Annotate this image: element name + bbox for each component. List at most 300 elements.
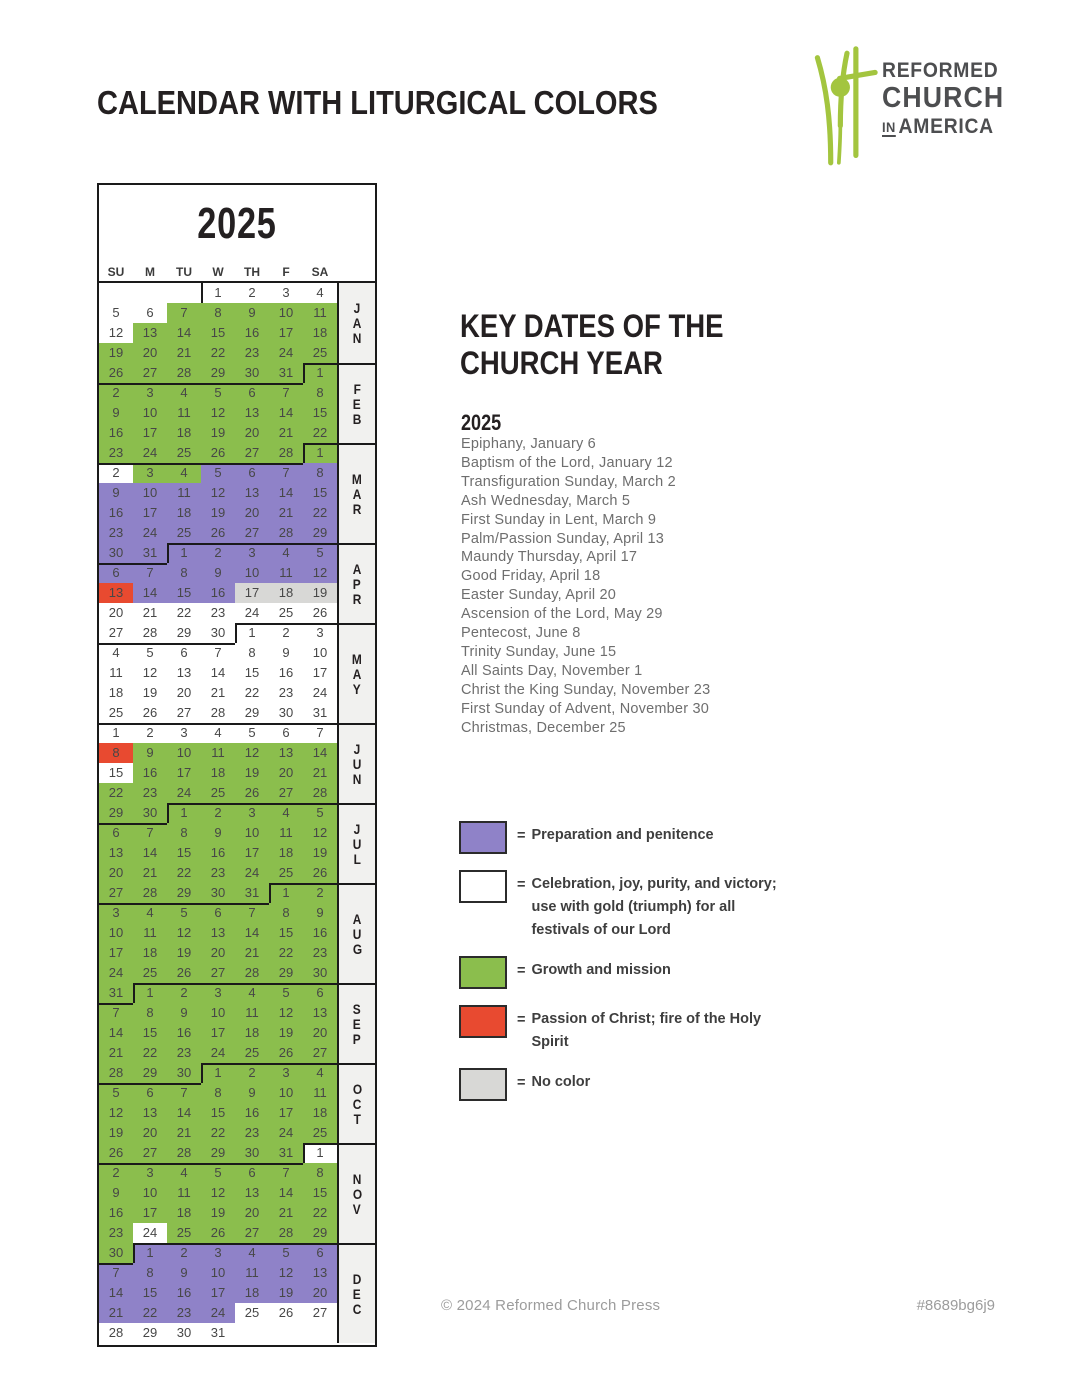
calendar-day-cell: 19 bbox=[303, 843, 337, 863]
logo-in: IN bbox=[882, 119, 896, 135]
calendar-day-cell: 26 bbox=[167, 963, 201, 983]
key-date-item: Ascension of the Lord, May 29 bbox=[461, 606, 663, 623]
month-letter: N bbox=[352, 1170, 362, 1187]
calendar-day-cell: 6 bbox=[201, 903, 235, 923]
calendar-day-cell: 11 bbox=[269, 563, 303, 583]
calendar-day-cell: 5 bbox=[167, 903, 201, 923]
calendar-day-cell: 15 bbox=[167, 583, 201, 603]
calendar-day-cell: 2 bbox=[99, 1163, 133, 1183]
logo-in-america bbox=[882, 116, 1004, 137]
calendar-day-cell: 26 bbox=[303, 603, 337, 623]
day-header-m: M bbox=[145, 265, 155, 279]
month-label-sep bbox=[339, 983, 375, 1063]
day-header-th: TH bbox=[244, 265, 260, 279]
legend-label: Celebration, joy, purity, and victory; use with gold (triumph) for all festivals of our Lord bbox=[531, 876, 777, 938]
calendar-day-cell: 1 bbox=[201, 283, 235, 303]
calendar-day-cell: 29 bbox=[133, 1323, 167, 1343]
calendar-day-cell: 6 bbox=[269, 723, 303, 743]
calendar-day-cell: 20 bbox=[235, 423, 269, 443]
calendar-day-cell: 2 bbox=[99, 463, 133, 483]
month-label-mar bbox=[339, 443, 375, 543]
calendar-day-cell: 19 bbox=[99, 1123, 133, 1143]
calendar-day-cell: 16 bbox=[201, 843, 235, 863]
calendar-day-cell: 3 bbox=[201, 1243, 235, 1263]
calendar-day-cell: 7 bbox=[133, 563, 167, 583]
calendar-day-cell: 6 bbox=[133, 1083, 167, 1103]
calendar-day-cell: 14 bbox=[133, 583, 167, 603]
key-dates-list bbox=[461, 435, 710, 738]
calendar-day-cell: 15 bbox=[201, 323, 235, 343]
legend-label: Preparation and penitence bbox=[531, 827, 714, 843]
calendar-day-cell: 14 bbox=[303, 743, 337, 763]
month-label-aug bbox=[339, 883, 375, 983]
calendar-day-cell: 17 bbox=[133, 503, 167, 523]
legend-equals: = bbox=[517, 828, 526, 844]
calendar-day-cell: 2 bbox=[303, 883, 337, 903]
calendar-day-cell: 12 bbox=[167, 923, 201, 943]
month-letter: C bbox=[352, 1095, 362, 1112]
calendar-day-cell: 12 bbox=[303, 823, 337, 843]
calendar-day-cell: 3 bbox=[133, 383, 167, 403]
calendar-day-cell: 5 bbox=[269, 1243, 303, 1263]
calendar-day-cell: 18 bbox=[201, 763, 235, 783]
calendar-day-cell: 23 bbox=[99, 523, 133, 543]
calendar-day-cell: 30 bbox=[99, 543, 133, 563]
calendar-day-cell: 8 bbox=[303, 463, 337, 483]
calendar-day-cell: 28 bbox=[269, 1223, 303, 1243]
month-letter: A bbox=[352, 560, 362, 577]
calendar-day-cell: 6 bbox=[235, 383, 269, 403]
calendar-day-cell: 31 bbox=[235, 883, 269, 903]
month-letter: A bbox=[352, 485, 362, 502]
calendar-day-cell: 15 bbox=[167, 843, 201, 863]
calendar-day-cell: 17 bbox=[201, 1023, 235, 1043]
calendar-day-cell: 21 bbox=[167, 343, 201, 363]
calendar-day-cell: 4 bbox=[303, 283, 337, 303]
calendar-day-cell: 2 bbox=[99, 383, 133, 403]
month-letter: J bbox=[353, 740, 361, 757]
calendar-day-cell: 28 bbox=[99, 1323, 133, 1343]
calendar-day-cell: 11 bbox=[303, 303, 337, 323]
calendar-day-cell: 18 bbox=[99, 683, 133, 703]
calendar-day-cell: 9 bbox=[201, 823, 235, 843]
calendar-day-cell: 26 bbox=[201, 523, 235, 543]
calendar-day-cell: 7 bbox=[167, 1083, 201, 1103]
month-letter: L bbox=[353, 850, 361, 867]
calendar-day-cell: 1 bbox=[201, 1063, 235, 1083]
legend-item bbox=[459, 821, 789, 854]
calendar-day-cell: 11 bbox=[167, 1183, 201, 1203]
calendar-day-cell: 23 bbox=[269, 683, 303, 703]
copyright-text: © 2024 Reformed Church Press bbox=[441, 1297, 661, 1314]
calendar-day-cell: 5 bbox=[269, 983, 303, 1003]
calendar-day-cell: 18 bbox=[167, 503, 201, 523]
calendar-day-cell: 9 bbox=[235, 1083, 269, 1103]
calendar-day-cell: 22 bbox=[201, 1123, 235, 1143]
calendar-day-cell: 10 bbox=[269, 303, 303, 323]
calendar-day-cell: 4 bbox=[133, 903, 167, 923]
calendar-day-cell: 25 bbox=[269, 603, 303, 623]
calendar-day-cell: 20 bbox=[201, 943, 235, 963]
calendar-day-cell: 16 bbox=[235, 1103, 269, 1123]
calendar-day-cell: 8 bbox=[269, 903, 303, 923]
calendar-day-cell: 2 bbox=[201, 543, 235, 563]
calendar-day-cell: 4 bbox=[167, 463, 201, 483]
calendar-day-cell: 2 bbox=[269, 623, 303, 643]
calendar-day-cell: 12 bbox=[201, 403, 235, 423]
calendar-day-cell: 2 bbox=[201, 803, 235, 823]
calendar-day-cell: 10 bbox=[269, 1083, 303, 1103]
calendar-day-cell: 12 bbox=[303, 563, 337, 583]
calendar-day-cell: 11 bbox=[167, 483, 201, 503]
month-letter: M bbox=[352, 470, 362, 487]
calendar-day-cell: 14 bbox=[167, 1103, 201, 1123]
day-header-tu: TU bbox=[176, 265, 192, 279]
calendar-day-cell: 26 bbox=[99, 363, 133, 383]
month-letter: M bbox=[352, 650, 362, 667]
calendar-day-cell: 26 bbox=[133, 703, 167, 723]
calendar-day-cell: 6 bbox=[133, 303, 167, 323]
calendar-day-cell: 5 bbox=[235, 723, 269, 743]
calendar-day-cell: 6 bbox=[235, 1163, 269, 1183]
calendar-day-cell: 11 bbox=[235, 1003, 269, 1023]
calendar-day-cell: 14 bbox=[167, 323, 201, 343]
calendar-day-cell: 13 bbox=[133, 1103, 167, 1123]
legend-equals: = bbox=[517, 877, 526, 893]
calendar-blank-cell bbox=[99, 283, 133, 303]
calendar-day-cell: 1 bbox=[269, 883, 303, 903]
calendar-day-cell: 21 bbox=[167, 1123, 201, 1143]
month-letter: A bbox=[352, 910, 362, 927]
calendar-day-cell: 20 bbox=[99, 603, 133, 623]
calendar-day-cell: 19 bbox=[99, 343, 133, 363]
calendar-day-cell: 1 bbox=[167, 803, 201, 823]
calendar-day-cell: 16 bbox=[99, 423, 133, 443]
calendar-day-cell: 18 bbox=[133, 943, 167, 963]
calendar-day-cell: 8 bbox=[303, 383, 337, 403]
calendar-day-cell: 17 bbox=[133, 1203, 167, 1223]
calendar-day-cell: 12 bbox=[99, 323, 133, 343]
calendar-day-cell: 29 bbox=[303, 523, 337, 543]
calendar-day-cell: 30 bbox=[201, 883, 235, 903]
calendar-day-cell: 31 bbox=[201, 1323, 235, 1343]
month-label-oct bbox=[339, 1063, 375, 1143]
calendar-day-cell: 3 bbox=[99, 903, 133, 923]
calendar-day-cell: 24 bbox=[133, 523, 167, 543]
calendar-body bbox=[99, 283, 375, 1343]
month-letter: J bbox=[353, 299, 361, 316]
calendar-day-cell: 5 bbox=[133, 643, 167, 663]
legend-label: Growth and mission bbox=[531, 962, 671, 978]
calendar-day-cell: 11 bbox=[269, 823, 303, 843]
calendar-day-cell: 4 bbox=[235, 983, 269, 1003]
calendar-day-cell: 6 bbox=[303, 1243, 337, 1263]
legend-equals: = bbox=[517, 1012, 526, 1028]
key-dates-title-line1: KEY DATES OF THE bbox=[460, 308, 724, 344]
figure-head bbox=[831, 78, 850, 97]
calendar-day-cell: 16 bbox=[99, 1203, 133, 1223]
month-letter: O bbox=[352, 1185, 362, 1202]
calendar-day-cell: 25 bbox=[99, 703, 133, 723]
calendar-day-cell: 29 bbox=[269, 963, 303, 983]
calendar-day-cell: 20 bbox=[133, 1123, 167, 1143]
calendar-day-cell: 20 bbox=[303, 1023, 337, 1043]
legend-item bbox=[459, 1005, 789, 1054]
calendar-day-cell: 12 bbox=[201, 1183, 235, 1203]
calendar-day-cell: 7 bbox=[269, 1163, 303, 1183]
calendar-day-cell: 10 bbox=[235, 563, 269, 583]
calendar-day-cell: 12 bbox=[133, 663, 167, 683]
calendar-day-cell: 28 bbox=[269, 443, 303, 463]
month-letter: E bbox=[353, 1015, 361, 1032]
day-header-su: SU bbox=[107, 265, 125, 279]
calendar-day-cell: 31 bbox=[133, 543, 167, 563]
calendar-day-cell: 30 bbox=[133, 803, 167, 823]
calendar-day-cell: 12 bbox=[235, 743, 269, 763]
calendar-year: 2025 bbox=[197, 199, 277, 248]
calendar-day-cell: 19 bbox=[269, 1023, 303, 1043]
calendar-day-cell: 17 bbox=[269, 323, 303, 343]
logo-america: AMERICA bbox=[898, 115, 994, 138]
calendar-day-cell: 8 bbox=[235, 643, 269, 663]
calendar-day-cell: 29 bbox=[201, 363, 235, 383]
calendar-day-cell: 24 bbox=[133, 443, 167, 463]
key-date-item: All Saints Day, November 1 bbox=[461, 662, 643, 679]
calendar-day-cell: 13 bbox=[201, 923, 235, 943]
calendar-day-cell: 9 bbox=[269, 643, 303, 663]
calendar-day-cell: 29 bbox=[235, 703, 269, 723]
calendar-day-cell: 12 bbox=[269, 1003, 303, 1023]
calendar-day-cell: 7 bbox=[235, 903, 269, 923]
calendar-day-cell: 15 bbox=[303, 483, 337, 503]
calendar-day-cell: 4 bbox=[269, 803, 303, 823]
calendar-day-cell: 31 bbox=[269, 363, 303, 383]
month-letter: G bbox=[352, 940, 362, 957]
month-letter: F bbox=[353, 380, 361, 397]
calendar-day-cell: 30 bbox=[269, 703, 303, 723]
calendar-day-cell: 17 bbox=[269, 1103, 303, 1123]
calendar-day-cell: 1 bbox=[303, 1143, 337, 1163]
key-date-item: Good Friday, April 18 bbox=[461, 568, 601, 585]
calendar-day-cell: 28 bbox=[201, 703, 235, 723]
month-letter: N bbox=[352, 770, 362, 787]
calendar-day-cell: 24 bbox=[235, 603, 269, 623]
calendar-day-cell: 15 bbox=[201, 1103, 235, 1123]
calendar-day-cell: 31 bbox=[269, 1143, 303, 1163]
month-letter: P bbox=[353, 575, 361, 592]
calendar-day-cell: 18 bbox=[269, 583, 303, 603]
calendar-day-cell: 7 bbox=[133, 823, 167, 843]
calendar-day-cell: 19 bbox=[303, 583, 337, 603]
calendar-day-cell: 18 bbox=[167, 423, 201, 443]
logo-reformed: REFORMED bbox=[882, 59, 999, 82]
calendar-day-cell: 30 bbox=[99, 1243, 133, 1263]
calendar-day-cell: 1 bbox=[235, 623, 269, 643]
calendar-day-cell: 14 bbox=[133, 843, 167, 863]
calendar-day-cell: 7 bbox=[167, 303, 201, 323]
calendar-day-cell: 17 bbox=[201, 1283, 235, 1303]
calendar-day-cell: 14 bbox=[235, 923, 269, 943]
key-date-item: Trinity Sunday, June 15 bbox=[461, 643, 617, 660]
calendar-day-cell: 9 bbox=[201, 563, 235, 583]
calendar-day-cell: 3 bbox=[133, 463, 167, 483]
calendar-day-cell: 15 bbox=[303, 403, 337, 423]
calendar-day-cell: 29 bbox=[133, 1063, 167, 1083]
calendar-day-cell: 27 bbox=[133, 1143, 167, 1163]
calendar-day-cell: 3 bbox=[303, 623, 337, 643]
legend-item bbox=[459, 870, 789, 942]
calendar-day-cell: 26 bbox=[269, 1043, 303, 1063]
calendar-day-cell: 21 bbox=[133, 603, 167, 623]
calendar-day-cell: 16 bbox=[269, 663, 303, 683]
calendar-day-cell: 30 bbox=[201, 623, 235, 643]
calendar-day-cell: 4 bbox=[99, 643, 133, 663]
calendar-day-cell: 4 bbox=[235, 1243, 269, 1263]
calendar-day-cell: 8 bbox=[167, 823, 201, 843]
key-date-item: Baptism of the Lord, January 12 bbox=[461, 454, 673, 471]
calendar-day-cell: 4 bbox=[269, 543, 303, 563]
key-date-item: Christmas, December 25 bbox=[461, 719, 626, 736]
calendar-day-cell: 13 bbox=[235, 403, 269, 423]
month-letter: A bbox=[352, 314, 362, 331]
calendar-day-cell: 12 bbox=[269, 1263, 303, 1283]
calendar-day-cell: 16 bbox=[303, 923, 337, 943]
calendar-day-cell: 26 bbox=[201, 443, 235, 463]
calendar-day-cell: 19 bbox=[235, 763, 269, 783]
calendar-day-cell: 30 bbox=[167, 1323, 201, 1343]
calendar-day-cell: 27 bbox=[99, 883, 133, 903]
calendar-day-cell: 16 bbox=[201, 583, 235, 603]
calendar-day-cell: 15 bbox=[303, 1183, 337, 1203]
calendar-day-cell: 20 bbox=[133, 343, 167, 363]
month-letter: V bbox=[353, 1200, 361, 1217]
calendar-day-cell: 14 bbox=[269, 483, 303, 503]
calendar-day-cell: 22 bbox=[303, 1203, 337, 1223]
calendar-day-cell: 31 bbox=[99, 983, 133, 1003]
calendar-day-cell: 25 bbox=[303, 343, 337, 363]
calendar-day-cell: 21 bbox=[269, 423, 303, 443]
month-letter: C bbox=[352, 1300, 362, 1317]
calendar-day-cell: 8 bbox=[99, 743, 133, 763]
calendar-grid bbox=[99, 283, 337, 1343]
key-date-item: Maundy Thursday, April 17 bbox=[461, 549, 638, 566]
calendar-day-cell: 8 bbox=[303, 1163, 337, 1183]
calendar-day-cell: 23 bbox=[235, 343, 269, 363]
calendar-day-cell: 27 bbox=[269, 783, 303, 803]
calendar-day-cell: 2 bbox=[235, 283, 269, 303]
month-label-feb bbox=[339, 363, 375, 443]
calendar-blank-cell bbox=[235, 1323, 269, 1343]
calendar-day-cell: 3 bbox=[235, 803, 269, 823]
calendar-year-area bbox=[99, 185, 375, 263]
calendar-day-cell: 5 bbox=[201, 1163, 235, 1183]
calendar-day-cell: 22 bbox=[133, 1043, 167, 1063]
calendar-month-labels bbox=[337, 283, 375, 1343]
calendar-day-cell: 25 bbox=[167, 1223, 201, 1243]
calendar-day-cell: 14 bbox=[99, 1023, 133, 1043]
month-label-nov bbox=[339, 1143, 375, 1243]
calendar-day-cell: 10 bbox=[133, 403, 167, 423]
calendar-day-cell: 5 bbox=[303, 543, 337, 563]
calendar-day-cell: 9 bbox=[303, 903, 337, 923]
calendar-day-cell: 30 bbox=[167, 1063, 201, 1083]
calendar-day-cell: 16 bbox=[167, 1023, 201, 1043]
calendar-day-cell: 13 bbox=[133, 323, 167, 343]
calendar-day-cell: 8 bbox=[133, 1003, 167, 1023]
legend-swatch bbox=[459, 956, 507, 989]
calendar-day-cell: 15 bbox=[269, 923, 303, 943]
calendar-day-cell: 18 bbox=[303, 1103, 337, 1123]
calendar-day-cell: 5 bbox=[201, 383, 235, 403]
rca-logo-text bbox=[882, 60, 1015, 137]
calendar-day-cell: 23 bbox=[99, 443, 133, 463]
calendar-day-cell: 22 bbox=[167, 863, 201, 883]
calendar-day-cell: 14 bbox=[269, 403, 303, 423]
calendar-day-cell: 19 bbox=[201, 503, 235, 523]
calendar-day-cell: 9 bbox=[167, 1263, 201, 1283]
key-date-item: Easter Sunday, April 20 bbox=[461, 587, 617, 604]
calendar-day-cell: 21 bbox=[269, 503, 303, 523]
calendar-day-cell: 13 bbox=[235, 1183, 269, 1203]
key-date-item: Christ the King Sunday, November 23 bbox=[461, 681, 711, 698]
month-label-jun bbox=[339, 723, 375, 803]
calendar-day-cell: 7 bbox=[99, 1263, 133, 1283]
calendar-day-cell: 12 bbox=[99, 1103, 133, 1123]
day-header-f: F bbox=[282, 265, 290, 279]
calendar-day-cell: 7 bbox=[303, 723, 337, 743]
calendar-day-cell: 27 bbox=[99, 623, 133, 643]
calendar-day-cell: 1 bbox=[99, 723, 133, 743]
calendar-day-cell: 24 bbox=[269, 343, 303, 363]
month-letter: T bbox=[353, 1110, 361, 1127]
calendar-day-cell: 20 bbox=[235, 1203, 269, 1223]
month-letter: U bbox=[352, 755, 362, 772]
calendar-day-cell: 4 bbox=[201, 723, 235, 743]
calendar-day-cell: 5 bbox=[201, 463, 235, 483]
calendar-day-cell: 11 bbox=[99, 663, 133, 683]
legend-equals: = bbox=[517, 1075, 526, 1091]
calendar-day-cell: 11 bbox=[167, 403, 201, 423]
legend-label: No color bbox=[531, 1074, 591, 1090]
calendar-day-cell: 14 bbox=[201, 663, 235, 683]
day-header-spacer bbox=[337, 263, 375, 281]
month-letter: J bbox=[353, 820, 361, 837]
key-date-item: First Sunday in Lent, March 9 bbox=[461, 511, 657, 528]
calendar-day-cell: 24 bbox=[201, 1303, 235, 1323]
legend-label: Passion of Christ; fire of the Holy Spirit bbox=[531, 1011, 762, 1050]
calendar-day-cell: 28 bbox=[269, 523, 303, 543]
calendar-day-cell: 29 bbox=[167, 623, 201, 643]
calendar-day-cell: 28 bbox=[133, 623, 167, 643]
calendar-day-cell: 10 bbox=[201, 1003, 235, 1023]
month-letter: N bbox=[352, 329, 362, 346]
calendar-day-cell: 13 bbox=[235, 483, 269, 503]
calendar-day-cell: 17 bbox=[303, 663, 337, 683]
month-letter: P bbox=[353, 1030, 361, 1047]
calendar-day-cell: 3 bbox=[133, 1163, 167, 1183]
calendar-day-cell: 1 bbox=[133, 1243, 167, 1263]
calendar-day-cell: 29 bbox=[99, 803, 133, 823]
calendar-day-cell: 12 bbox=[201, 483, 235, 503]
calendar-day-cell: 27 bbox=[303, 1043, 337, 1063]
month-label-jul bbox=[339, 803, 375, 883]
calendar-day-cell: 24 bbox=[201, 1043, 235, 1063]
calendar-day-cell: 10 bbox=[303, 643, 337, 663]
calendar-day-cell: 24 bbox=[303, 683, 337, 703]
calendar-day-cell: 9 bbox=[167, 1003, 201, 1023]
month-letter: R bbox=[352, 590, 362, 607]
calendar-day-cell: 15 bbox=[235, 663, 269, 683]
